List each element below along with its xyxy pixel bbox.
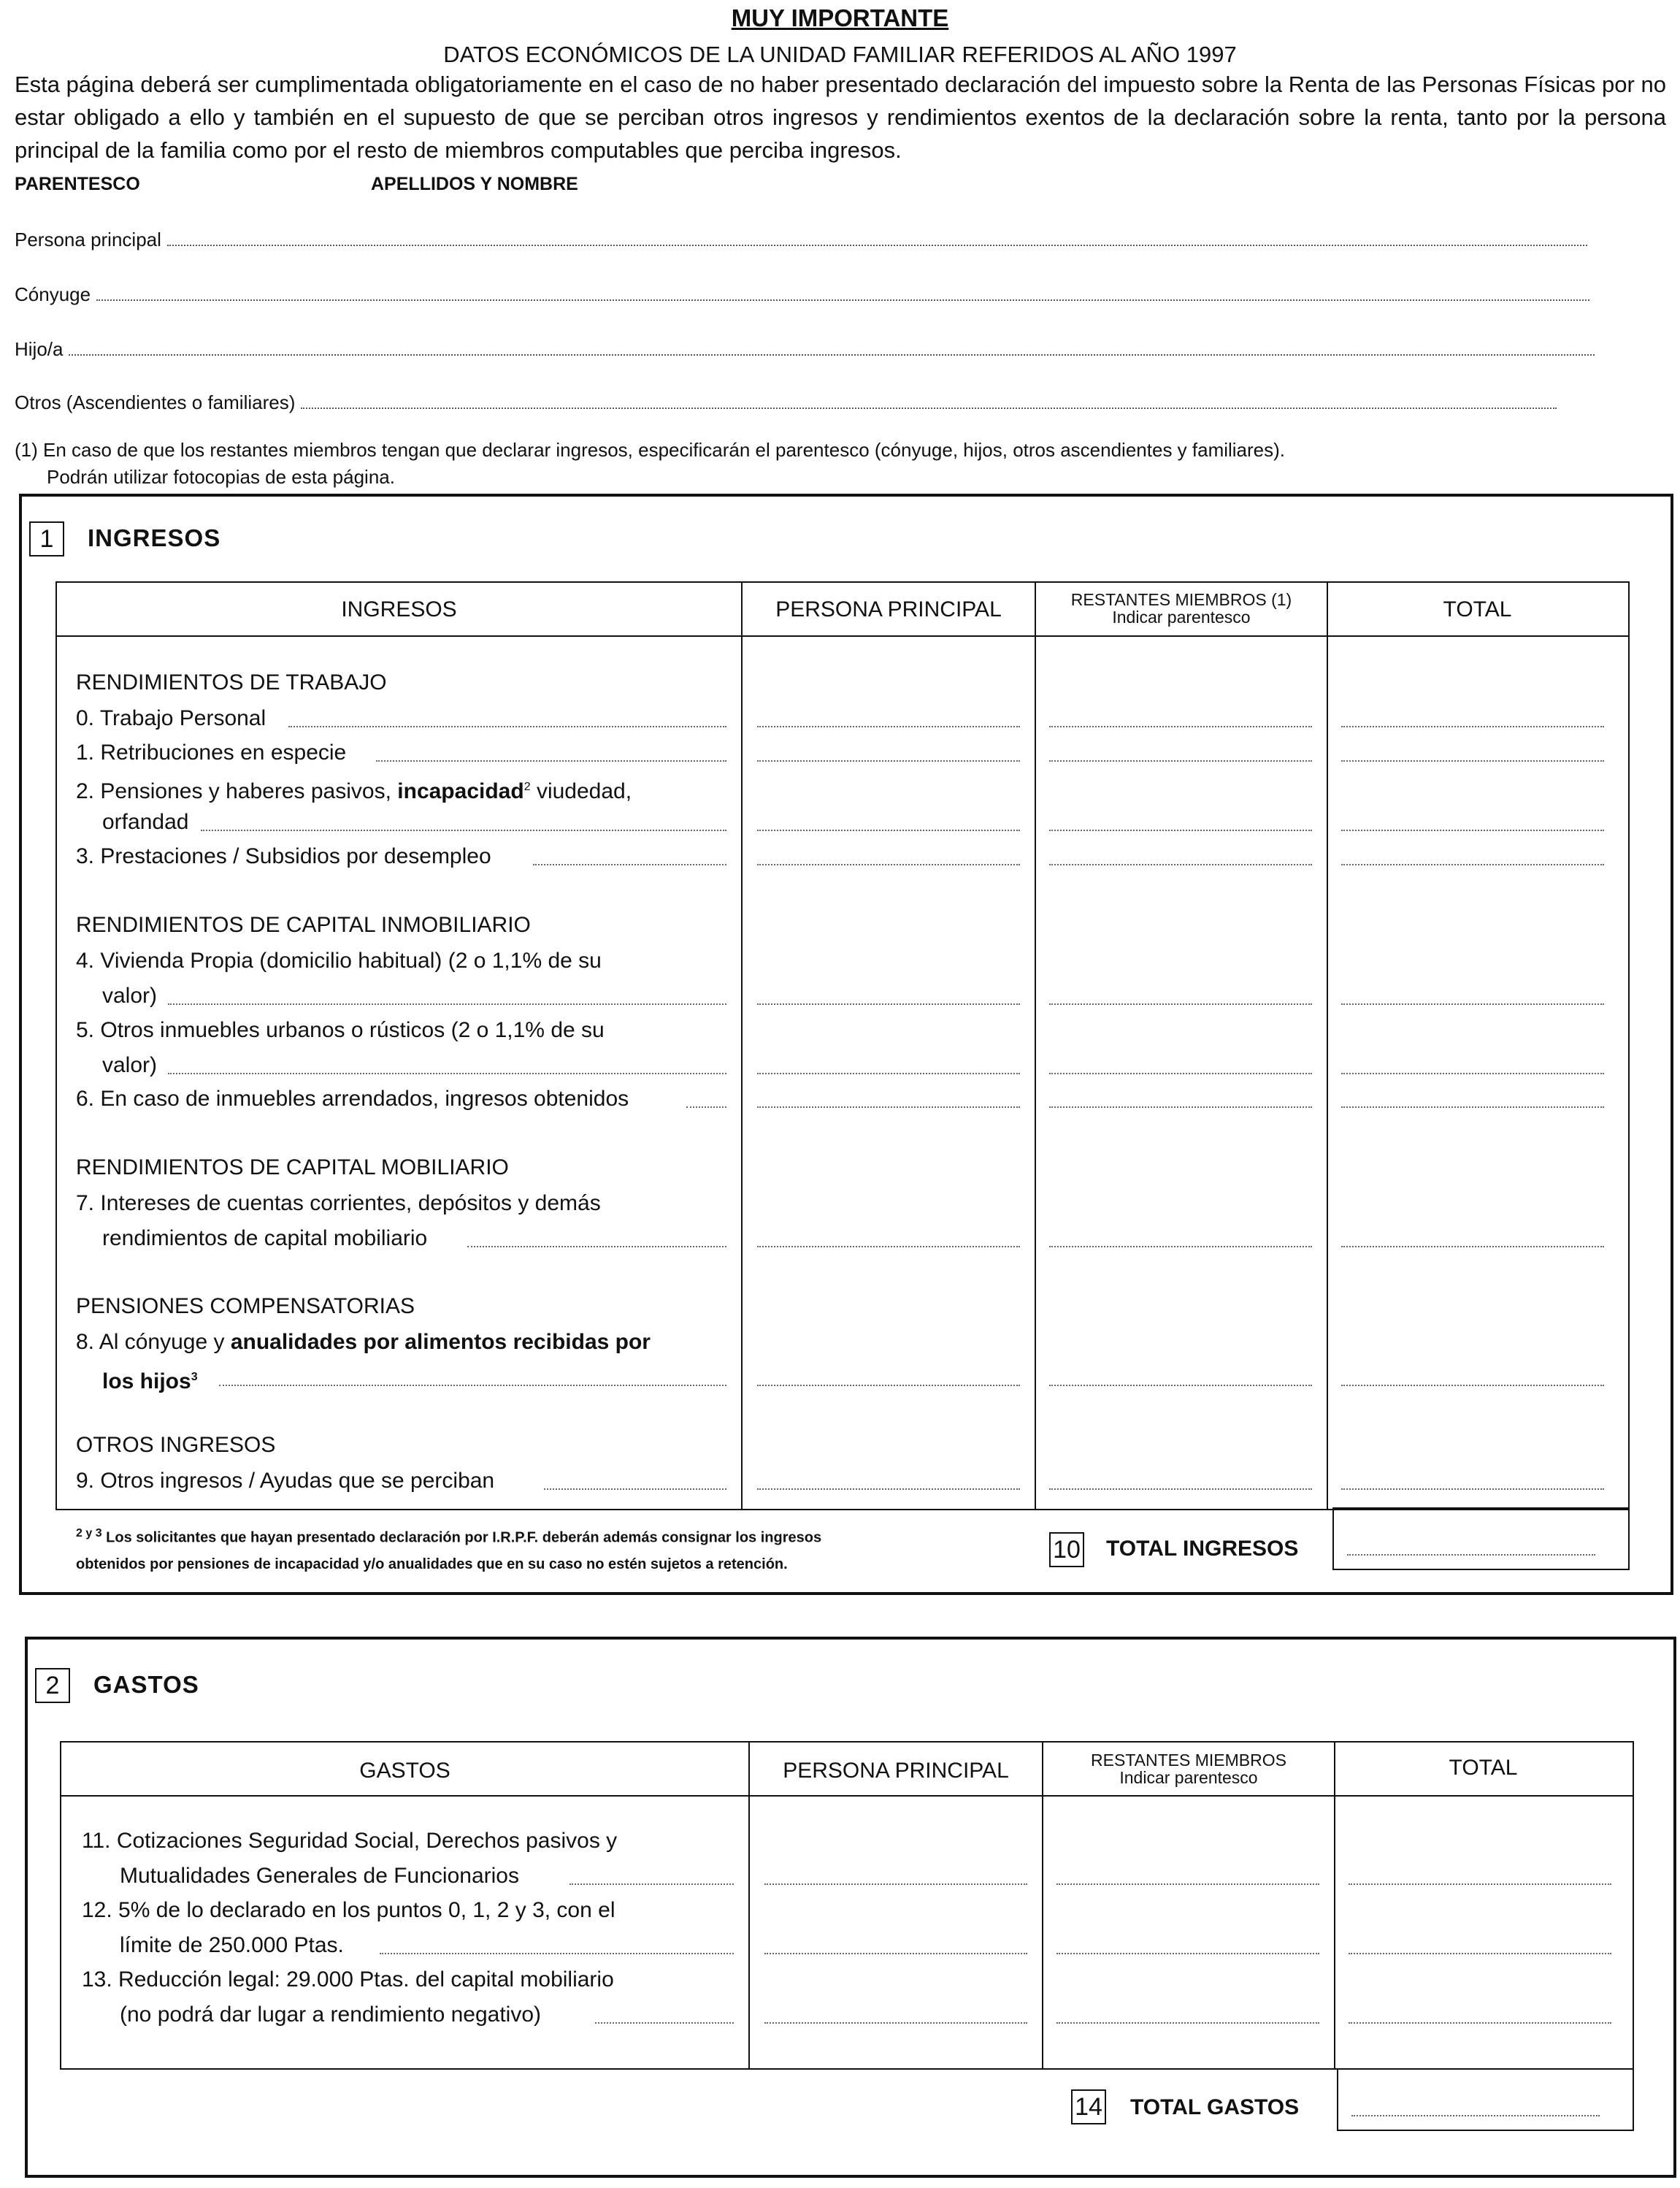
gastos-title: GASTOS [93, 1671, 199, 1698]
value-input-line[interactable] [1341, 1003, 1604, 1005]
value-input-line[interactable] [1049, 760, 1312, 762]
total-gastos-input[interactable] [1351, 2115, 1600, 2116]
col-total: TOTAL [1443, 597, 1512, 621]
value-input-line[interactable] [757, 760, 1020, 762]
family-row-label: Hijo/a [15, 338, 64, 360]
item-8-cont: los hijos$^3$ [102, 1369, 198, 1393]
total-gastos-number: 14 [1071, 2089, 1106, 2124]
family-row-label: Cónyuge [15, 283, 91, 305]
value-input-line[interactable] [1049, 1246, 1312, 1247]
item-12: 12. 5% de lo declarado en los puntos 0, 1, 2 y 3, con el [82, 1898, 615, 1922]
family-row-otros[interactable] [15, 391, 1557, 414]
value-input-line[interactable] [1056, 1883, 1319, 1885]
value-input-line[interactable] [1049, 1488, 1312, 1490]
col-nombre: APELLIDOS Y NOMBRE [371, 174, 578, 194]
value-input-line[interactable] [1341, 830, 1604, 831]
item-11-cont: Mutualidades Generales de Funcionarios [120, 1864, 519, 1888]
item-4-cont: valor) [102, 984, 158, 1008]
total-ingresos-number: 10 [1049, 1532, 1084, 1567]
col-persona-principal: PERSONA PRINCIPAL [775, 597, 1002, 621]
value-input-line[interactable] [757, 1073, 1020, 1074]
value-input-line[interactable] [1049, 1003, 1312, 1005]
value-input-line[interactable] [1341, 726, 1604, 727]
ingresos-title: INGRESOS [88, 524, 221, 551]
value-input-line[interactable] [757, 1488, 1020, 1490]
item-11: 11. Cotizaciones Seguridad Social, Derechos pasivos y [82, 1829, 618, 1853]
item-0: 0. Trabajo Personal [76, 706, 266, 730]
group-inmobiliario: RENDIMIENTOS DE CAPITAL INMOBILIARIO [76, 913, 531, 937]
name-input-line[interactable] [167, 245, 1587, 246]
value-input-line[interactable] [1056, 1953, 1319, 1954]
gastos-number: 2 [35, 1668, 70, 1703]
family-row-principal[interactable] [15, 229, 1587, 251]
item-7-cont: rendimientos de capital mobiliario [102, 1226, 428, 1250]
col-gastos-restantes: RESTANTES MIEMBROS Indicar parentesco [1091, 1751, 1286, 1787]
col-gastos-principal: PERSONA PRINCIPAL [783, 1759, 1009, 1783]
value-input-line[interactable] [757, 1246, 1020, 1247]
item-3: 3. Prestaciones / Subsidios por desempleo [76, 844, 491, 868]
family-note: (1) En caso de que los restantes miembros tengan que declarar ingresos, especificarán el parentesco (cónyuge, hijos, otros ascendientes y familiares). Podrán utilizar fotocopias de esta página. [15, 439, 1286, 488]
col-ingresos: INGRESOS [341, 597, 457, 621]
item-9: 9. Otros ingresos / Ayudas que se perciban [76, 1469, 495, 1493]
value-input-line[interactable] [1049, 1073, 1312, 1074]
item-8: 8. Al cónyuge y anualidades por alimentos recibidas por [76, 1330, 651, 1354]
col-gastos-total: TOTAL [1449, 1756, 1518, 1780]
value-input-line[interactable] [1341, 864, 1604, 865]
total-ingresos-label: TOTAL INGRESOS [1106, 1537, 1299, 1561]
item-4: 4. Vivienda Propia (domicilio habitual) (2 o 1,1% de su [76, 949, 602, 973]
value-input-line[interactable] [1341, 1385, 1604, 1386]
col-gastos: GASTOS [359, 1759, 450, 1783]
group-otros: OTROS INGRESOS [76, 1433, 276, 1457]
value-input-line[interactable] [1056, 2022, 1319, 2024]
family-row-hijo[interactable] [15, 338, 1595, 361]
item-7: 7. Intereses de cuentas corrientes, depósitos y demás [76, 1191, 601, 1215]
name-input-line[interactable] [96, 299, 1589, 301]
total-ingresos-box [1332, 1507, 1630, 1570]
col-restantes: RESTANTES MIEMBROS (1) Indicar parentesco [1070, 590, 1292, 627]
total-gastos-label: TOTAL GASTOS [1130, 2095, 1300, 2119]
value-input-line[interactable] [1349, 1883, 1611, 1885]
col-parentesco: PARENTESCO [15, 174, 140, 194]
item-6: 6. En caso de inmuebles arrendados, ingresos obtenidos [76, 1087, 629, 1111]
group-mobiliario: RENDIMIENTOS DE CAPITAL MOBILIARIO [76, 1155, 509, 1179]
item-12-cont: límite de 250.000 Ptas. [120, 1933, 344, 1957]
value-input-line[interactable] [1049, 1106, 1312, 1108]
item-2: 2. Pensiones y haberes pasivos, incapacidad$^2$ viudedad, [76, 779, 632, 803]
item-1: 1. Retribuciones en especie [76, 741, 347, 765]
total-gastos-box [1337, 2068, 1634, 2131]
item-2-cont: orfandad [102, 810, 189, 834]
intro-paragraph: Esta página deberá ser cumplimentada obligatoriamente en el caso de no haber presentado declaración del impuesto sobre la Renta de las Personas Físicas por no estar obligado a ello y también en el supuesto de que se perciban otros ingresos y rendimientos exentos de la declaración sobre la renta, tanto por la persona principal de la familia como por el resto de miembros computables que perciba ingresos. [15, 72, 1666, 163]
item-13-cont: (no podrá dar lugar a rendimiento negativo) [120, 2003, 542, 2027]
value-input-line[interactable] [757, 1003, 1020, 1005]
value-input-line[interactable] [1349, 2022, 1611, 2024]
value-input-line[interactable] [1341, 1106, 1604, 1108]
name-input-line[interactable] [301, 408, 1557, 409]
value-input-line[interactable] [764, 1953, 1027, 1954]
page-title: MUY IMPORTANTE [731, 4, 949, 31]
value-input-line[interactable] [1049, 864, 1312, 865]
value-input-line[interactable] [1049, 726, 1312, 727]
ingresos-number: 1 [29, 521, 64, 556]
value-input-line[interactable] [757, 726, 1020, 727]
family-row-conyuge[interactable] [15, 283, 1589, 306]
item-13: 13. Reducción legal: 29.000 Ptas. del capital mobiliario [82, 1967, 614, 1992]
total-ingresos-input[interactable] [1347, 1554, 1595, 1556]
name-input-line[interactable] [69, 354, 1595, 356]
value-input-line[interactable] [757, 1106, 1020, 1108]
value-input-line[interactable] [1049, 830, 1312, 831]
value-input-line[interactable] [757, 830, 1020, 831]
value-input-line[interactable] [1049, 1385, 1312, 1386]
item-5-cont: valor) [102, 1053, 158, 1077]
value-input-line[interactable] [757, 864, 1020, 865]
value-input-line[interactable] [1341, 760, 1604, 762]
value-input-line[interactable] [1341, 1488, 1604, 1490]
value-input-line[interactable] [764, 2022, 1027, 2024]
value-input-line[interactable] [1349, 1953, 1611, 1954]
value-input-line[interactable] [1341, 1073, 1604, 1074]
value-input-line[interactable] [757, 1385, 1020, 1386]
value-input-line[interactable] [764, 1883, 1027, 1885]
ingresos-footnote: $^{2 y 3}$ Los solicitantes que hayan presentado declaración por I.R.P.F. deberán además consignar los ingresos obtenidos por pensiones de incapacidad y/o anualidades que en su caso no estén sujetos a retención. [76, 1527, 822, 1572]
group-pensiones: PENSIONES COMPENSATORIAS [76, 1294, 415, 1318]
family-row-label: Persona principal [15, 229, 161, 250]
group-trabajo: RENDIMIENTOS DE TRABAJO [76, 670, 387, 695]
value-input-line[interactable] [1341, 1246, 1604, 1247]
page-subtitle: DATOS ECONÓMICOS DE LA UNIDAD FAMILIAR REFERIDOS AL AÑO 1997 [443, 42, 1237, 67]
item-5: 5. Otros inmuebles urbanos o rústicos (2 o 1,1% de su [76, 1018, 605, 1042]
family-row-label: Otros (Ascendientes o familiares) [15, 391, 296, 413]
